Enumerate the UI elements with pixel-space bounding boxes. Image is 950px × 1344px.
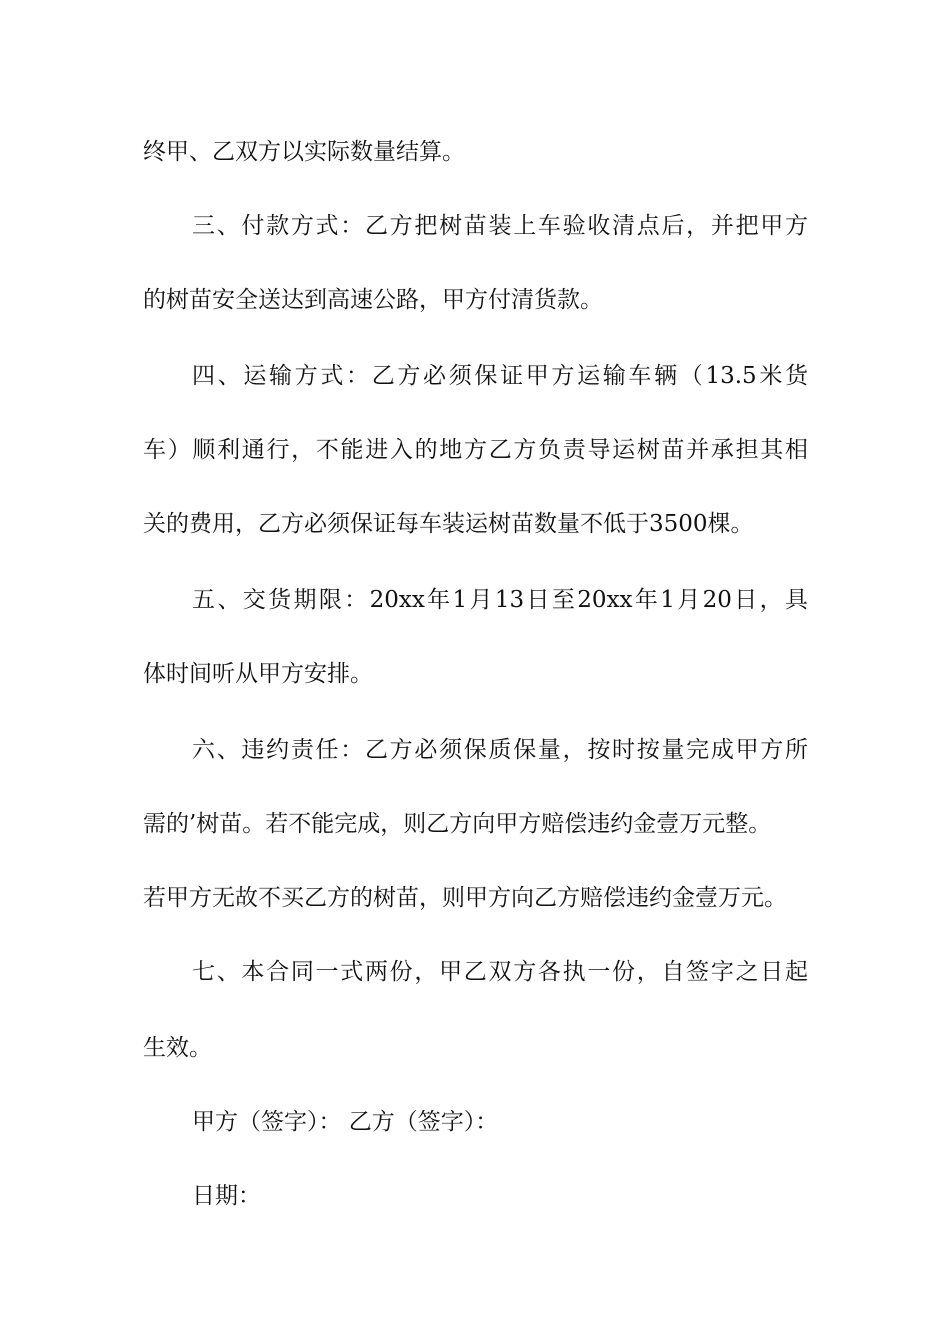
- clause-4-line-1: 四、运输方式：乙方必须保证甲方运输车辆（13.5米货: [192, 363, 808, 389]
- clause-6-line-1: 六、违约责任：乙方必须保质保量，按时按量完成甲方所: [192, 737, 808, 763]
- date-line: 日期：: [192, 1183, 261, 1209]
- clause-5-line-1: 五、交货期限：20xx年1月13日至20xx年1月20日，具: [192, 587, 808, 613]
- text-line-1: 终甲、乙双方以实际数量结算。: [143, 139, 465, 165]
- signature-line: 甲方（签字）： 乙方（签字）：: [192, 1109, 499, 1135]
- clause-7-line-2: 生效。: [143, 1035, 212, 1061]
- clause-6-line-2: 需的’树苗。若不能完成，则乙方向甲方赔偿违约金壹万元整。: [143, 811, 772, 837]
- clause-4-line-3: 关的费用，乙方必须保证每车装运树苗数量不低于3500棵。: [143, 511, 754, 537]
- clause-5-line-2: 体时间听从甲方安排。: [143, 661, 373, 687]
- clause-3-line-2: 的树苗安全送达到高速公路，甲方付清货款。: [143, 287, 603, 313]
- clause-3-line-1: 三、付款方式：乙方把树苗装上车验收清点后，并把甲方: [192, 213, 808, 239]
- clause-4-line-2: 车）顺利通行，不能进入的地方乙方负责导运树苗并承担其相: [143, 437, 808, 463]
- clause-6-line-3: 若甲方无故不买乙方的树苗，则甲方向乙方赔偿违约金壹万元。: [143, 885, 787, 911]
- clause-7-line-1: 七、本合同一式两份，甲乙双方各执一份，自签字之日起: [192, 959, 808, 985]
